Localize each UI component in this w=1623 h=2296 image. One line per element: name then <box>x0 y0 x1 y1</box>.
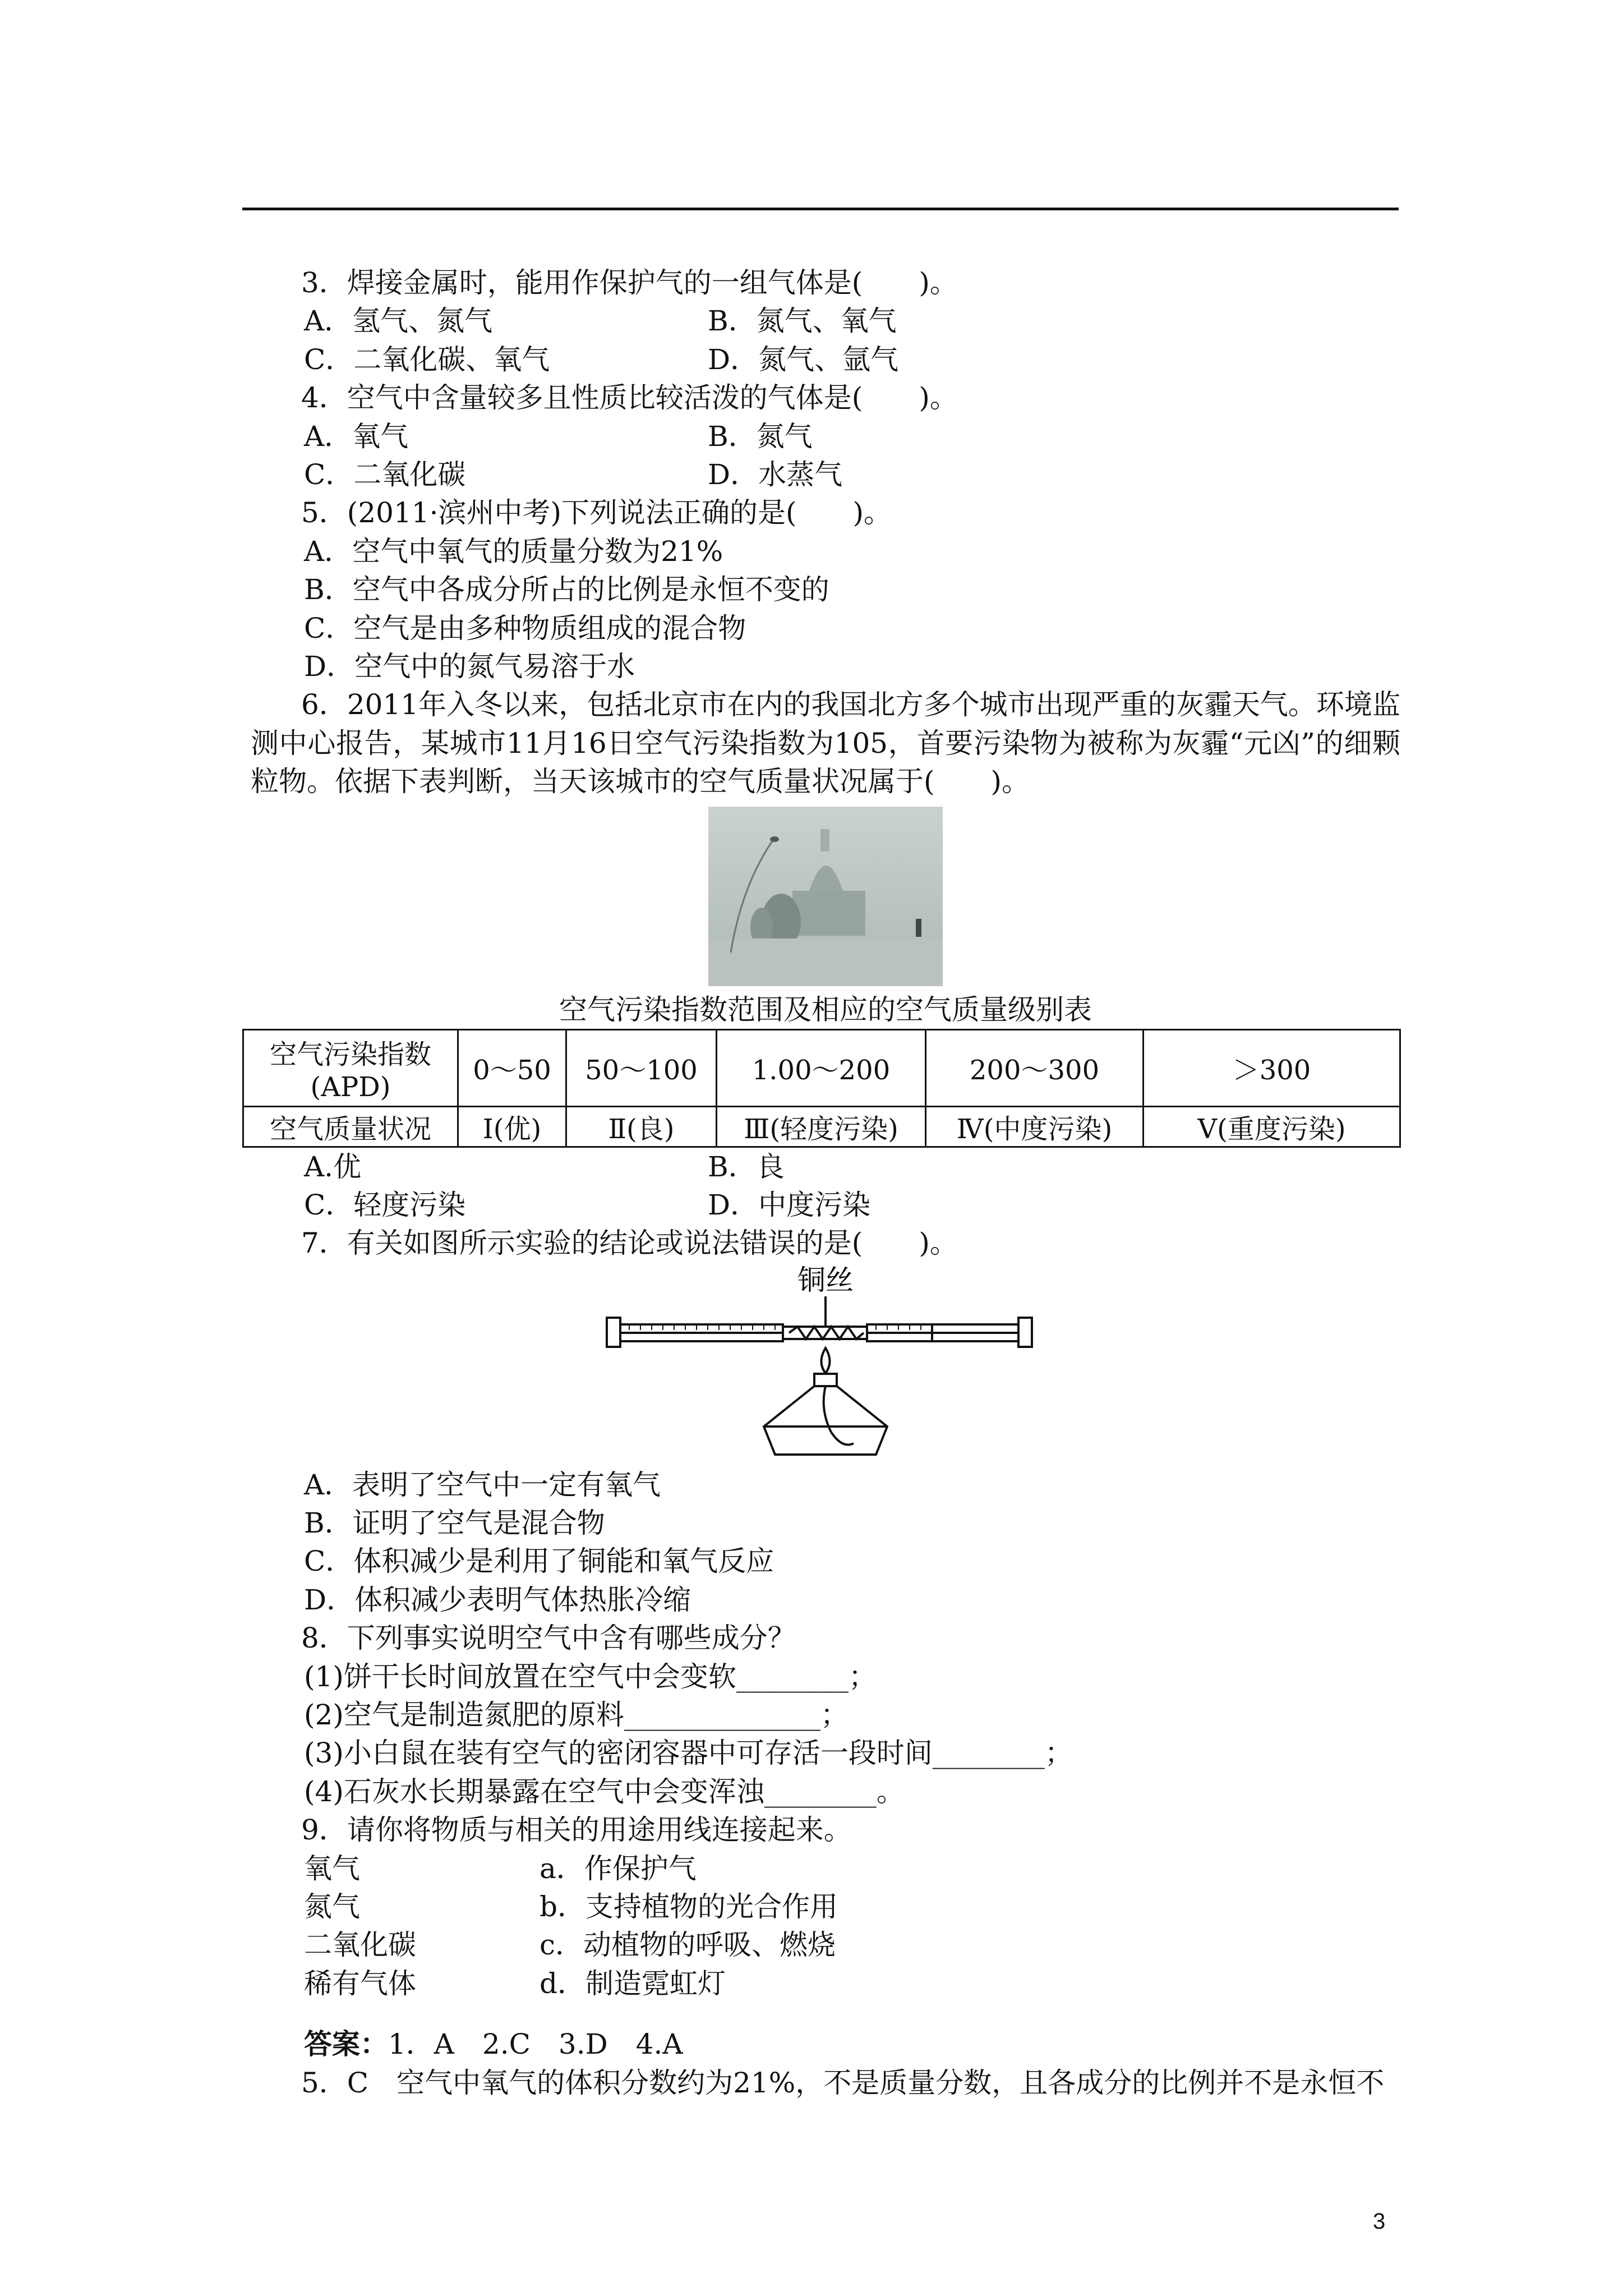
option-c: C．体积减少是利用了铜能和氧气反应 <box>304 1545 774 1578</box>
answers-text: 1．A 2.C 3.D 4.A <box>388 2028 683 2061</box>
answers-explanation: 5．C 空气中氧气的体积分数约为21%，不是质量分数，且各成分的比例并不是永恒不 <box>301 2066 1385 2099</box>
question-3-stem: 3．焊接金属时，能用作保护气的一组气体是( )。 <box>301 266 958 299</box>
table-cell: Ⅰ(优) <box>458 1106 566 1147</box>
table-cell: 1.00～200 <box>717 1029 926 1106</box>
table-cell: 0～50 <box>458 1029 566 1106</box>
option-c: C．轻度污染 <box>304 1188 466 1221</box>
option-d: D．水蒸气 <box>708 458 843 491</box>
copper-wire-apparatus <box>596 1264 1055 1466</box>
question-5-stem: 5．(2011·滨州中考)下列说法正确的是( )。 <box>301 496 892 530</box>
figure-label: 铜丝 <box>797 1263 854 1296</box>
table-cell: 200～300 <box>926 1029 1144 1106</box>
air-quality-table <box>242 1029 1401 1148</box>
table-cell: 50～100 <box>566 1029 717 1106</box>
option-b: B．证明了空气是混合物 <box>304 1507 605 1540</box>
matching-row <box>251 1964 1400 2003</box>
option-a: A．表明了空气中一定有氧气 <box>304 1468 661 1501</box>
answers-line <box>251 2025 1400 2063</box>
header-line: (APD) <box>310 1071 391 1103</box>
use-label: c．动植物的呼吸、燃烧 <box>540 1929 836 1962</box>
fill-blank-item: (4)石灰水长期暴露在空气中会变浑浊________。 <box>304 1775 905 1808</box>
use-label: b．支持植物的光合作用 <box>540 1890 838 1923</box>
option-c: C．二氧化碳 <box>304 458 466 491</box>
answers-label: 答案： <box>304 2027 388 2061</box>
header-rule <box>242 208 1399 210</box>
page-number: 3 <box>1373 2209 1386 2234</box>
question-9-stem: 9．请你将物质与相关的用途用线连接起来。 <box>301 1814 852 1847</box>
table-cell: Ⅴ(重度污染) <box>1144 1106 1400 1147</box>
substance-label: 稀有气体 <box>304 1967 416 2000</box>
header-line: 空气污染指数 <box>269 1039 431 1071</box>
table-cell: Ⅱ(良) <box>566 1106 717 1147</box>
question-6-options-row <box>251 1148 1400 1186</box>
option-b: B．良 <box>708 1150 785 1183</box>
option-a: A．氧气 <box>304 420 409 453</box>
option-b: B．空气中各成分所占的比例是永恒不变的 <box>304 573 829 606</box>
fill-blank-item: (3)小白鼠在装有空气的密闭容器中可存活一段时间________； <box>304 1737 1073 1770</box>
document-body <box>251 264 1400 2102</box>
haze-photo <box>708 807 943 986</box>
table-header-cell <box>243 1029 458 1106</box>
question-4-stem: 4．空气中含量较多且性质比较活泼的气体是( )。 <box>301 381 958 415</box>
table-row <box>243 1029 1400 1106</box>
substance-label: 氮气 <box>304 1890 360 1923</box>
option-b: B．氮气 <box>708 420 813 453</box>
option-d: D．氮气、氩气 <box>708 343 899 376</box>
option-d: D．中度污染 <box>708 1188 871 1221</box>
fill-blank-item: (2)空气是制造氮肥的原料______________； <box>304 1699 849 1732</box>
question-3-options-row <box>251 341 1400 379</box>
question-4-options-row <box>251 417 1400 455</box>
substance-label: 二氧化碳 <box>304 1929 416 1962</box>
option-b: B．氮气、氧气 <box>708 305 897 338</box>
substance-label: 氧气 <box>304 1852 360 1885</box>
use-label: d．制造霓虹灯 <box>540 1967 726 2000</box>
table-header-cell: 空气质量状况 <box>243 1106 458 1147</box>
option-d: D．体积减少表明气体热胀冷缩 <box>304 1583 691 1616</box>
option-c: C．二氧化碳、氧气 <box>304 343 550 376</box>
use-label: a．作保护气 <box>540 1852 697 1885</box>
matching-row <box>251 1888 1400 1926</box>
table-cell: Ⅲ(轻度污染) <box>717 1106 926 1147</box>
matching-row <box>251 1926 1400 1964</box>
table-cell: Ⅳ(中度污染) <box>926 1106 1144 1147</box>
option-d: D．空气中的氮气易溶于水 <box>304 650 635 683</box>
table-row <box>243 1106 1400 1147</box>
option-c: C．空气是由多种物质组成的混合物 <box>304 611 746 645</box>
question-4-options-row <box>251 455 1400 494</box>
question-8-stem: 8．下列事实说明空气中含有哪些成分？ <box>301 1622 796 1655</box>
question-6-options-row <box>251 1186 1400 1224</box>
option-a: A．空气中氧气的质量分数为21% <box>304 535 723 568</box>
question-6-stem: 6．2011年入冬以来，包括北京市在内的我国北方多个城市出现严重的灰霾天气。环境监测中心报告，某城市11月16日空气污染指数为105，首要污染物为被称为灰霾“元凶”的细颗粒物。依据下表判断，当天该城市的空气质量状况属于( )。 <box>251 688 1400 798</box>
question-3-options-row <box>251 302 1400 340</box>
table-cell: ＞300 <box>1144 1029 1400 1106</box>
table-title: 空气污染指数范围及相应的空气质量级别表 <box>559 993 1092 1026</box>
fill-blank-item: (1)饼干长时间放置在空气中会变软________； <box>304 1660 877 1693</box>
option-a: A．氢气、氮气 <box>304 305 493 338</box>
question-7-stem: 7．有关如图所示实验的结论或说法错误的是( )。 <box>301 1227 958 1260</box>
option-a: A.优 <box>304 1150 362 1183</box>
matching-row <box>251 1849 1400 1888</box>
